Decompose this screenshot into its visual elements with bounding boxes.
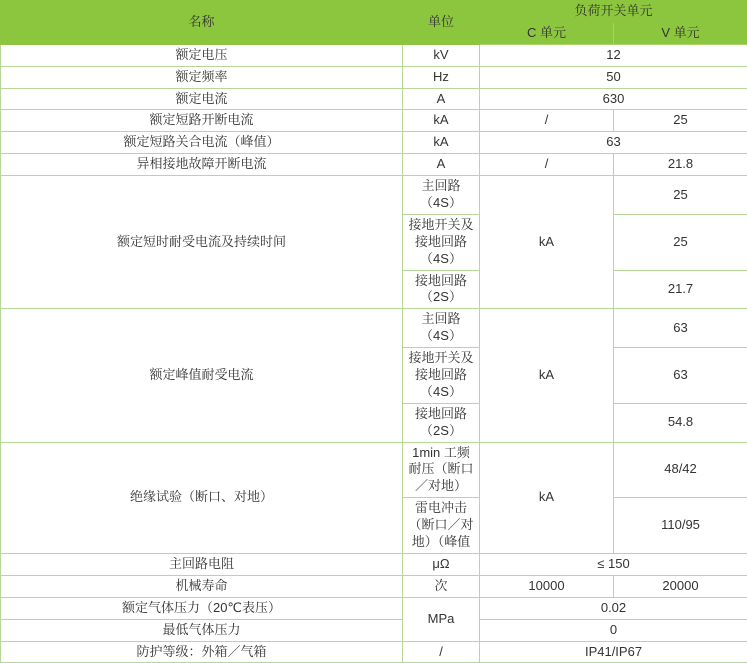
table-row	[1, 110, 747, 132]
row-value: 110/95	[614, 498, 747, 554]
row-value: 0	[480, 619, 747, 641]
row-value: ≤ 150	[480, 553, 747, 575]
row-name: 额定电压	[1, 44, 403, 66]
row-unit: 次	[403, 575, 480, 597]
table-row	[1, 176, 747, 215]
row-value: 48/42	[614, 442, 747, 498]
row-unit: kA	[480, 442, 614, 553]
row-value-c: 10000	[480, 575, 614, 597]
table-row	[1, 154, 747, 176]
row-value: 63	[480, 132, 747, 154]
table-body	[1, 44, 747, 663]
header-unit: 单位	[403, 1, 480, 45]
row-value-v: 20000	[614, 575, 747, 597]
row-unit: kA	[480, 309, 614, 442]
row-value: 0.02	[480, 597, 747, 619]
row-value: 63	[614, 309, 747, 348]
row-name: 主回路电阻	[1, 553, 403, 575]
table-row	[1, 575, 747, 597]
row-sub-label: 1min 工频耐压（断口／对地）	[403, 442, 480, 498]
row-name: 额定电流	[1, 88, 403, 110]
row-sub-label: 接地回路（2S）	[403, 270, 480, 309]
row-unit: /	[403, 641, 480, 663]
row-name: 机械寿命	[1, 575, 403, 597]
row-sub-label: 主回路（4S）	[403, 176, 480, 215]
table-row	[1, 132, 747, 154]
row-value: 630	[480, 88, 747, 110]
header-unit-c: C 单元	[480, 22, 614, 44]
row-group-label: 额定峰值耐受电流	[1, 309, 403, 442]
row-name: 最低气体压力	[1, 619, 403, 641]
row-name: 异相接地故障开断电流	[1, 154, 403, 176]
table-row	[1, 44, 747, 66]
table-header-row-1	[1, 1, 747, 23]
row-unit: kA	[480, 176, 614, 309]
row-value: 25	[614, 214, 747, 270]
table-row	[1, 553, 747, 575]
row-sub-label: 雷电冲击（断口／对地）（峰值	[403, 498, 480, 554]
row-value: 50	[480, 66, 747, 88]
table-row	[1, 88, 747, 110]
row-value-c: /	[480, 110, 614, 132]
row-value: 12	[480, 44, 747, 66]
row-group-label: 绝缘试验（断口、对地）	[1, 442, 403, 553]
row-value: 25	[614, 176, 747, 215]
row-name: 额定气体压力（20℃表压）	[1, 597, 403, 619]
header-name: 名称	[1, 1, 403, 45]
row-name: 额定频率	[1, 66, 403, 88]
table-row	[1, 619, 747, 641]
row-name: 额定短路开断电流	[1, 110, 403, 132]
row-group-label: 额定短时耐受电流及持续时间	[1, 176, 403, 309]
row-unit: A	[403, 88, 480, 110]
table-row	[1, 66, 747, 88]
row-unit: kA	[403, 110, 480, 132]
row-value: IP41/IP67	[480, 641, 747, 663]
table-row	[1, 597, 747, 619]
row-value-v: 25	[614, 110, 747, 132]
row-unit: MPa	[403, 597, 480, 641]
row-sub-label: 接地回路（2S）	[403, 403, 480, 442]
row-sub-label: 主回路（4S）	[403, 309, 480, 348]
row-value: 54.8	[614, 403, 747, 442]
row-name: 防护等级：外箱／气箱	[1, 641, 403, 663]
row-value: 21.7	[614, 270, 747, 309]
row-name: 额定短路关合电流（峰值）	[1, 132, 403, 154]
row-unit: kV	[403, 44, 480, 66]
header-group-switch-unit: 负荷开关单元	[480, 1, 747, 23]
row-value: 63	[614, 348, 747, 404]
table-row	[1, 442, 747, 498]
row-sub-label: 接地开关及接地回路（4S）	[403, 214, 480, 270]
row-value-v: 21.8	[614, 154, 747, 176]
row-unit: μΩ	[403, 553, 480, 575]
row-unit: kA	[403, 132, 480, 154]
row-value-c: /	[480, 154, 614, 176]
row-sub-label: 接地开关及接地回路（4S）	[403, 348, 480, 404]
header-unit-v: V 单元	[614, 22, 747, 44]
table-row	[1, 641, 747, 663]
table-header	[1, 1, 747, 45]
row-unit: A	[403, 154, 480, 176]
row-unit: Hz	[403, 66, 480, 88]
table-row	[1, 309, 747, 348]
